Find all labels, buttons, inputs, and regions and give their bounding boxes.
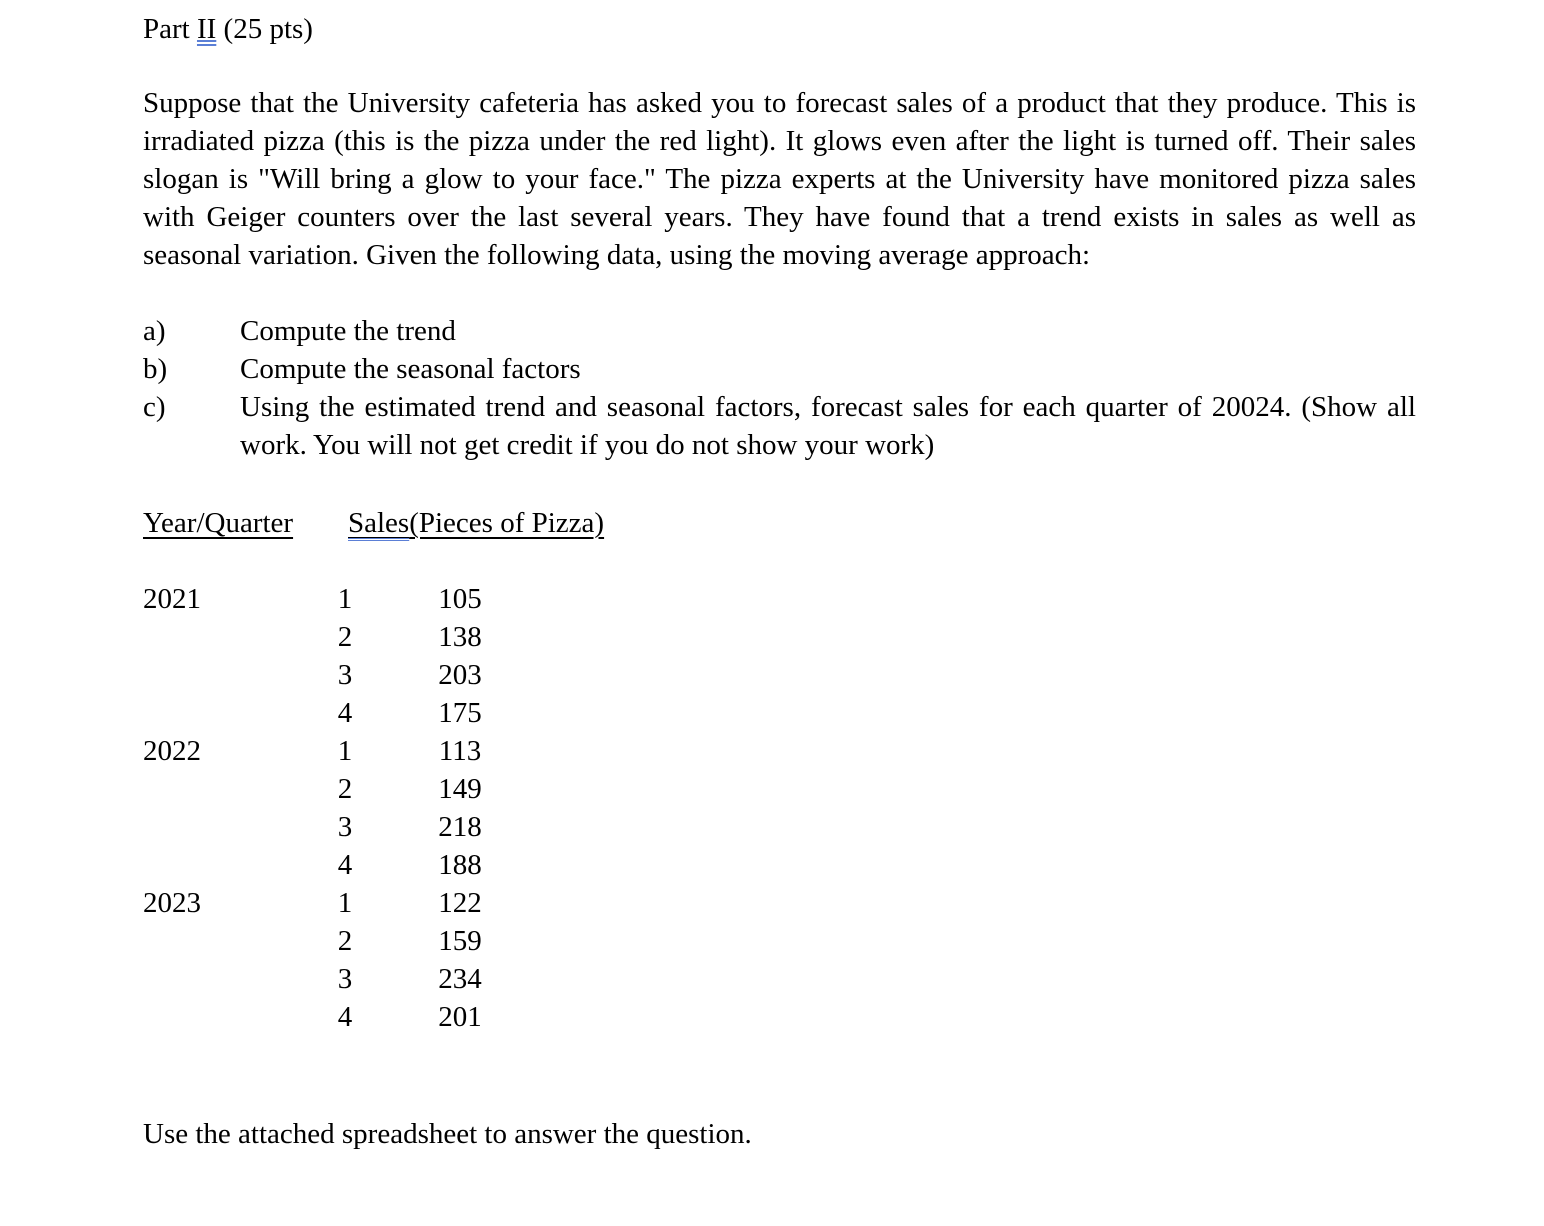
task-text: Compute the trend — [240, 315, 456, 347]
task-text: Using the estimated trend and seasonal factors, forecast sales for each quarter of 20024. (Show all work. You will not get credit if you do not show your work) — [240, 391, 1416, 461]
task-marker: b) — [143, 353, 168, 385]
quarter-cell: 4 — [337, 849, 353, 881]
sales-cell: 218 — [438, 811, 482, 843]
sales-cell: 201 — [438, 1001, 482, 1033]
table-row — [0, 732, 700, 770]
sales-cell: 234 — [438, 963, 482, 995]
table-row — [0, 884, 700, 922]
sales-cell: 159 — [438, 925, 482, 957]
year-cell: 2022 — [143, 735, 201, 767]
table-row — [0, 656, 700, 694]
task-item-c — [143, 388, 1416, 464]
table-row — [0, 618, 700, 656]
sales-cell: 138 — [438, 621, 482, 653]
sales-table — [0, 580, 700, 1036]
task-item-b — [143, 350, 1416, 388]
sales-cell: 188 — [438, 849, 482, 881]
table-row — [0, 580, 700, 618]
spreadsheet-note: Use the attached spreadsheet to answer the question. — [143, 1118, 752, 1150]
quarter-cell: 3 — [337, 659, 353, 691]
task-marker: c) — [143, 391, 166, 423]
sales-header-prefix: Sales — [348, 507, 410, 539]
part-points: (25 pts) — [216, 13, 313, 45]
sales-cell: 203 — [438, 659, 482, 691]
table-row — [0, 922, 700, 960]
sales-cell: 122 — [438, 887, 482, 919]
task-list — [143, 312, 1416, 464]
sales-header-suffix: (Pieces of Pizza) — [409, 507, 605, 539]
table-row — [0, 960, 700, 998]
quarter-cell: 3 — [337, 963, 353, 995]
quarter-cell: 1 — [337, 735, 353, 767]
table-row — [0, 998, 700, 1036]
year-cell: 2021 — [143, 583, 201, 615]
sales-cell: 105 — [438, 583, 482, 615]
part-prefix: Part — [143, 13, 197, 45]
sales-header — [348, 504, 604, 542]
table-row — [0, 694, 700, 732]
sales-cell: 149 — [438, 773, 482, 805]
quarter-cell: 1 — [337, 887, 353, 919]
sales-cell: 175 — [438, 697, 482, 729]
task-marker: a) — [143, 315, 166, 347]
table-row — [0, 770, 700, 808]
task-item-a — [143, 312, 1416, 350]
quarter-cell: 4 — [337, 697, 353, 729]
table-row — [0, 808, 700, 846]
part-heading — [143, 10, 313, 48]
part-numeral: II — [196, 13, 217, 45]
quarter-cell: 1 — [337, 583, 353, 615]
quarter-cell: 3 — [337, 811, 353, 843]
task-text: Compute the seasonal factors — [240, 353, 581, 385]
quarter-cell: 2 — [337, 621, 353, 653]
quarter-cell: 4 — [337, 1001, 353, 1033]
sales-cell: 113 — [438, 735, 482, 767]
intro-paragraph: Suppose that the University cafeteria has asked you to forecast sales of a product that they produce. This is irradiated pizza (this is the pizza under the red light). It glows even after the light is turned off. Their sales slogan is "Will bring a glow to your face." The pizza experts at the University have monitored pizza sales with Geiger counters over the last several years. They have found that a trend exists in sales as well as seasonal variation. Given the following data, using the moving average approach: — [143, 87, 1416, 271]
quarter-cell: 2 — [337, 773, 353, 805]
table-row — [0, 846, 700, 884]
year-cell: 2023 — [143, 887, 201, 919]
year-quarter-header: Year/Quarter — [143, 507, 294, 539]
quarter-cell: 2 — [337, 925, 353, 957]
